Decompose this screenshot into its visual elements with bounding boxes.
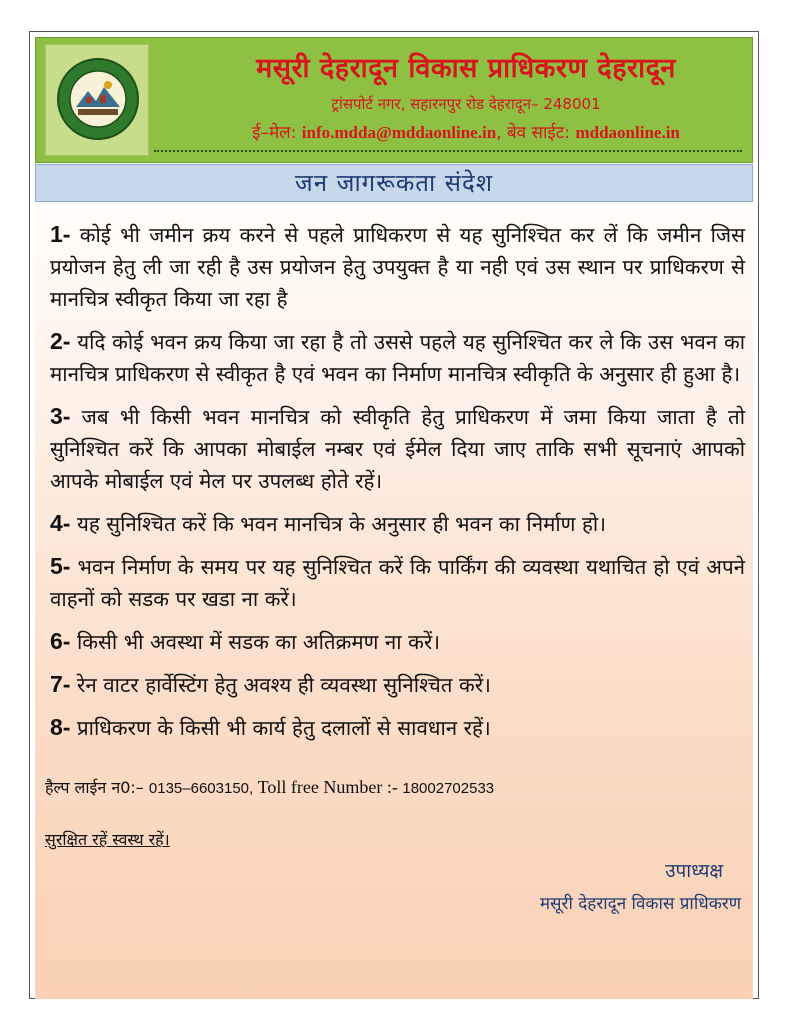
item-text: कोई भी जमीन क्रय करने से पहले प्राधिकरण से यह सुनिश्चित कर लें कि जमीन जिस प्रयोजन हेतु ली जा रही है उस प्रयोजन हेतु उपयुक्त है या नही एवं उस स्थान पर प्राधिकरण से मानचित्र स्वीकृत किया जा रहा है <box>50 223 745 311</box>
list-item <box>50 711 745 744</box>
mdda-seal-icon <box>56 57 140 141</box>
list-item <box>50 400 745 497</box>
contact-line <box>186 120 746 143</box>
helpline-label: हैल्प लाईन न0:– <box>45 778 149 797</box>
logo-panel <box>45 44 149 156</box>
tollfree-number[interactable]: 18002702533 <box>402 780 495 797</box>
item-text: रेन वाटर हार्वेस्टिंग हेतु अवश्य ही व्यवस्था सुनिश्चित करें। <box>70 673 491 697</box>
signatory-title: उपाध्यक्ष <box>665 860 723 882</box>
helpline-number[interactable]: 0135–6603150, <box>148 780 254 797</box>
website-label: , बेव साईट: <box>496 123 576 143</box>
safety-note: सुरक्षित रहें स्वस्थ रहें। <box>45 830 170 849</box>
item-number: 4- <box>50 510 71 536</box>
org-address: ट्रांसपोर्ट नगर, सहारनपुर रोड देहरादून– 248001 <box>331 95 601 113</box>
email-link[interactable]: info.mdda@mddaonline.in <box>301 123 497 142</box>
page-title: जन जागरूकता संदेश <box>294 169 494 197</box>
item-number: 6- <box>50 628 71 654</box>
item-number: 8- <box>50 714 71 740</box>
signatory-org: मसूरी देहरादून विकास प्राधिकरण <box>539 894 741 914</box>
item-number: 3- <box>50 403 71 429</box>
advisory-list <box>50 218 745 754</box>
helpline <box>45 776 494 798</box>
list-item <box>50 550 745 615</box>
title-bar <box>35 164 753 202</box>
list-item <box>50 325 745 390</box>
item-text: भवन निर्माण के समय पर यह सुनिश्चित करें कि पार्किंग की व्यवस्था यथाचित हो एवं अपने वाहनों को सडक पर खडा ना करें। <box>50 555 745 611</box>
list-item <box>50 668 745 701</box>
item-text: यह सुनिश्चित करें कि भवन मानचित्र के अनुसार ही भवन का निर्माण हो। <box>70 512 606 536</box>
message-body <box>35 203 753 999</box>
item-text: किसी भी अवस्था में सडक का अतिक्रमण ना करें। <box>70 630 441 654</box>
list-item <box>50 507 745 540</box>
website-link[interactable]: mddaonline.in <box>575 123 680 142</box>
header-banner <box>35 37 753 163</box>
tollfree-label: Toll free Number :- <box>253 777 403 797</box>
header-dotted-rule <box>154 150 742 152</box>
item-text: जब भी किसी भवन मानचित्र को स्वीकृति हेतु प्राधिकरण में जमा किया जाता है तो सुनिश्चित करें कि आपका मोबाईल नम्बर एवं ईमेल दिया जाए ताकि सभी सूचनाएं आपको आपके मोबाईल एवं मेल पर उपलब्ध होते रहें। <box>50 405 745 493</box>
item-number: 1- <box>50 221 71 247</box>
item-text: प्राधिकरण के किसी भी कार्य हेतु दलालों से सावधान रहें। <box>70 716 491 740</box>
org-name: मसूरी देहरादून विकास प्राधिकरण देहरादून <box>256 53 676 84</box>
item-text: यदि कोई भवन क्रय किया जा रहा है तो उससे पहले यह सुनिश्चित कर ले कि उस भवन का मानचित्र प्राधिकरण से स्वीकृत है एवं भवन का निर्माण मानचित्र स्वीकृति के अनुसार ही हुआ है। <box>50 330 745 386</box>
list-item <box>50 218 745 315</box>
item-number: 7- <box>50 671 71 697</box>
email-label: ई–मेल: <box>252 123 302 143</box>
item-number: 2- <box>50 328 71 354</box>
list-item <box>50 625 745 658</box>
item-number: 5- <box>50 553 71 579</box>
